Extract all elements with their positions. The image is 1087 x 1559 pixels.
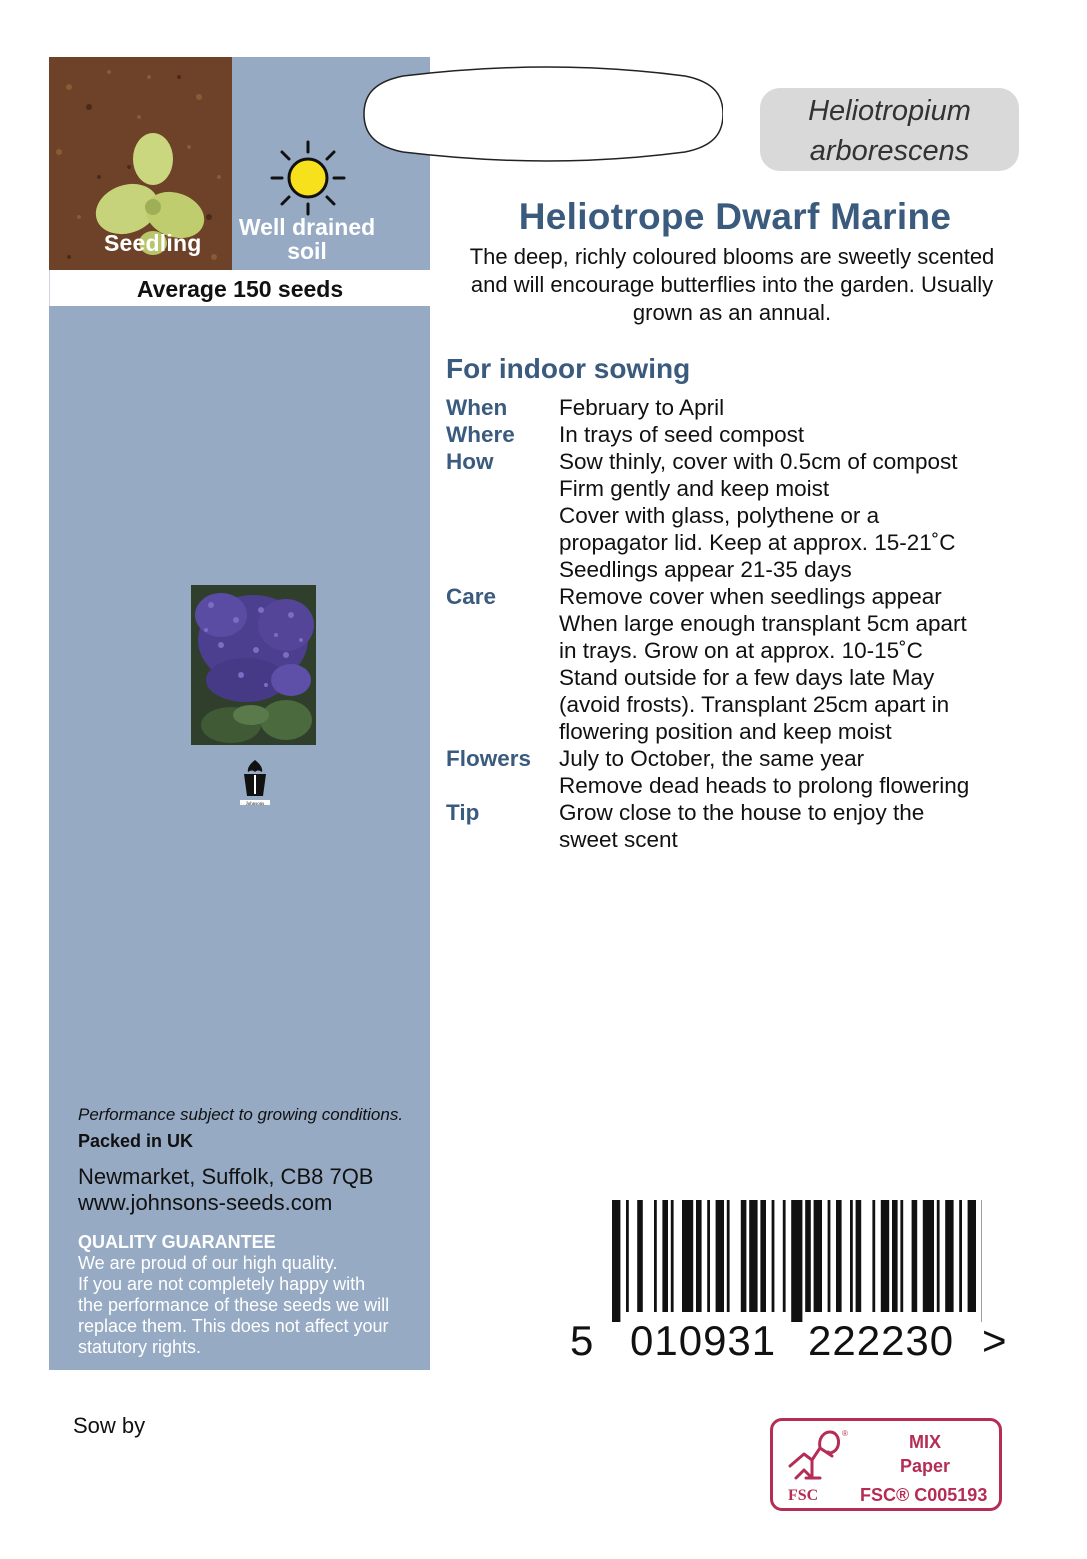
instruction-value xyxy=(559,799,924,853)
barcode-bar xyxy=(662,1200,668,1312)
barcode-bar xyxy=(760,1200,766,1312)
barcode-bar xyxy=(828,1200,831,1312)
barcode-bar xyxy=(626,1200,629,1312)
instruction-value xyxy=(559,583,967,745)
svg-text:Johnsons: Johnsons xyxy=(245,802,265,807)
barcode-bar xyxy=(814,1200,822,1312)
barcode-bar xyxy=(612,1200,620,1322)
barcode-digits xyxy=(570,1317,1010,1367)
product-title: Heliotrope Dwarf Marine xyxy=(518,196,952,237)
barcode-bar xyxy=(671,1200,674,1312)
instruction-key: How xyxy=(446,449,494,474)
instruction-line: July to October, the same year xyxy=(559,746,865,771)
fsc-logo-text: FSC xyxy=(788,1487,819,1504)
instruction-value xyxy=(559,448,958,583)
barcode-bar xyxy=(912,1200,918,1312)
seedling-label: Seedling xyxy=(104,230,202,256)
instruction-row xyxy=(446,745,1066,799)
latin-name-line: Heliotropium xyxy=(808,95,971,127)
barcode-bar xyxy=(749,1200,757,1312)
barcode-bar xyxy=(727,1200,730,1312)
fsc-mix-label: MIX xyxy=(908,1432,941,1452)
barcode-bar xyxy=(836,1200,842,1312)
barcode-bar xyxy=(968,1200,976,1312)
latin-name xyxy=(760,88,1019,171)
barcode-digit-first: 5 xyxy=(570,1317,594,1364)
barcode-bar xyxy=(654,1200,657,1312)
instruction-line: Cover with glass, polythene or a xyxy=(559,503,880,528)
barcode-bar xyxy=(959,1200,962,1312)
barcode-bar xyxy=(805,1200,811,1312)
instruction-key: Flowers xyxy=(446,746,532,771)
barcode-bar xyxy=(637,1200,643,1312)
instruction-value xyxy=(559,394,724,421)
guarantee-line: the performance of these seeds we will xyxy=(78,1295,390,1315)
fsc-tree-icon xyxy=(784,1426,848,1488)
barcode-arrow: > xyxy=(982,1317,1007,1364)
instruction-line: propagator lid. Keep at approx. 15-21˚C xyxy=(559,530,956,555)
soil-label: Well drained soil xyxy=(238,214,376,264)
barcode-bar xyxy=(783,1200,786,1312)
label-window xyxy=(363,66,723,162)
guarantee-title: QUALITY GUARANTEE xyxy=(78,1232,276,1252)
barcode-bar xyxy=(741,1200,747,1312)
address-line: Newmarket, Suffolk, CB8 7QB xyxy=(78,1164,374,1189)
instruction-row xyxy=(446,799,1066,853)
packed-in: Packed in UK xyxy=(78,1131,194,1151)
instruction-row xyxy=(446,421,1066,448)
guarantee-line: replace them. This does not affect your xyxy=(78,1316,389,1336)
instruction-line: February to April xyxy=(559,395,725,420)
barcode-bar xyxy=(945,1200,953,1312)
barcode-bar xyxy=(772,1200,775,1312)
instruction-line: Remove dead heads to prolong flowering xyxy=(559,773,970,798)
barcode-bar xyxy=(791,1200,802,1322)
instruction-line: Remove cover when seedlings appear xyxy=(559,584,942,609)
section-title: For indoor sowing xyxy=(446,353,691,384)
seed-count: Average 150 seeds xyxy=(49,270,430,306)
barcode-digits-left: 010931 xyxy=(630,1317,777,1364)
barcode-bar xyxy=(682,1200,693,1312)
barcode-bar xyxy=(937,1200,940,1312)
barcode-bar xyxy=(872,1200,875,1312)
instruction-line: sweet scent xyxy=(559,827,678,852)
instruction-line: In trays of seed compost xyxy=(559,422,805,447)
latin-name-line: arborescens xyxy=(809,135,970,167)
fsc-mix xyxy=(860,1430,990,1478)
instruction-line: When large enough transplant 5cm apart xyxy=(559,611,967,636)
barcode xyxy=(612,1200,982,1322)
sow-by: Sow by xyxy=(73,1413,146,1438)
quality-guarantee xyxy=(78,1232,428,1358)
barcode-bar xyxy=(900,1200,903,1312)
barcode-bar xyxy=(892,1200,898,1312)
flower-photo xyxy=(191,585,316,745)
instruction-row xyxy=(446,583,1066,745)
barcode-bar xyxy=(856,1200,862,1312)
sowing-instructions xyxy=(446,394,1066,853)
instruction-value xyxy=(559,745,969,799)
instruction-row xyxy=(446,394,1066,421)
instruction-line: Stand outside for a few days late May xyxy=(559,665,935,690)
barcode-bar xyxy=(850,1200,853,1312)
barcode-digits-right: 222230 xyxy=(808,1317,955,1364)
address xyxy=(78,1164,374,1216)
barcode-bar xyxy=(707,1200,710,1312)
instruction-key: Care xyxy=(446,584,497,609)
instruction-line: Grow close to the house to enjoy the xyxy=(559,800,925,825)
instruction-line: (avoid frosts). Transplant 25cm apart in xyxy=(559,692,950,717)
instruction-line: Seedlings appear 21-35 days xyxy=(559,557,852,582)
instruction-key: Tip xyxy=(446,800,480,825)
svg-text:®: ® xyxy=(842,1429,848,1438)
johnsons-logo xyxy=(238,758,272,808)
sun-icon xyxy=(270,140,346,216)
instruction-line: flowering position and keep moist xyxy=(559,719,892,744)
instruction-key: Where xyxy=(446,422,515,447)
guarantee-line: statutory rights. xyxy=(78,1337,202,1357)
barcode-bar xyxy=(716,1200,724,1312)
barcode-bar xyxy=(923,1200,934,1312)
fsc-code: FSC® C005193 xyxy=(860,1485,988,1505)
guarantee-line: We are proud of our high quality. xyxy=(78,1253,338,1273)
instruction-row xyxy=(446,448,1066,583)
performance-note: Performance subject to growing conditions. xyxy=(78,1105,404,1124)
fsc-paper-label: Paper xyxy=(899,1456,951,1476)
instruction-value xyxy=(559,421,804,448)
instruction-line: Sow thinly, cover with 0.5cm of compost xyxy=(559,449,958,474)
website-link[interactable]: www.johnsons-seeds.com xyxy=(78,1190,333,1215)
product-description: The deep, richly coloured blooms are sweetly scented and will encourage butterflies into the garden. Usually grown as an annual. xyxy=(469,244,995,325)
guarantee-line: If you are not completely happy with xyxy=(78,1274,366,1294)
barcode-bar xyxy=(881,1200,889,1312)
instruction-key: When xyxy=(446,395,508,420)
instruction-line: Firm gently and keep moist xyxy=(559,476,830,501)
instruction-line: in trays. Grow on at approx. 10-15˚C xyxy=(559,638,923,663)
barcode-bar xyxy=(696,1200,702,1312)
